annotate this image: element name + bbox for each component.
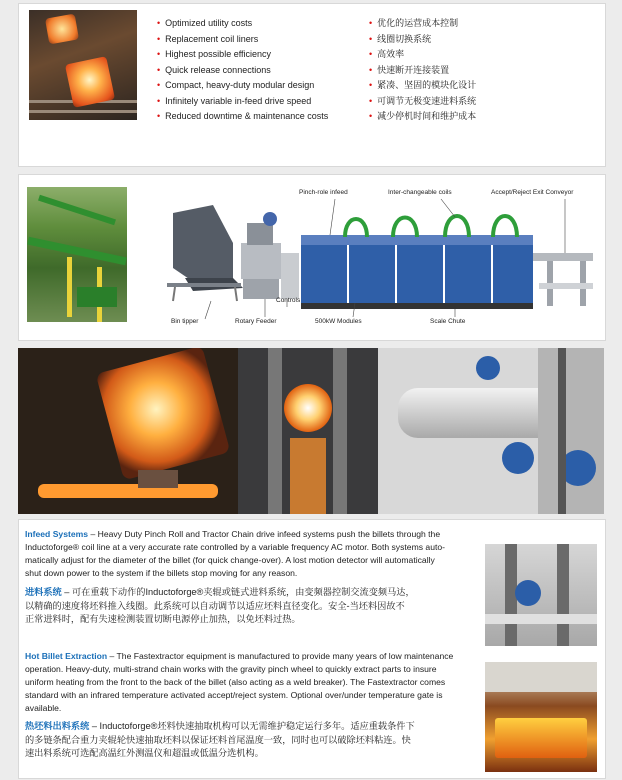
conveyor-rail xyxy=(38,195,116,225)
induction-coils xyxy=(345,216,517,237)
label-modules: 500kW Modules xyxy=(315,318,362,325)
bin-tipper xyxy=(167,205,243,301)
hot-billet-photo xyxy=(29,10,137,120)
bullet-icon: • xyxy=(157,33,161,44)
heater-modules xyxy=(301,235,533,309)
list-item: • 优化的运营成本控制 xyxy=(369,18,459,28)
bullet-icon: • xyxy=(369,49,373,59)
photo-collage xyxy=(18,348,604,514)
chain-track xyxy=(290,438,326,514)
gripper xyxy=(138,470,178,488)
description-panel xyxy=(18,519,606,779)
induction-heater-diagram xyxy=(155,183,601,333)
factory-line-photo xyxy=(27,187,127,322)
list-item: • Highest possible efficiency xyxy=(157,49,272,59)
label-controls: Controls xyxy=(276,297,301,304)
list-item: • Infinitely variable in-feed drive speed xyxy=(157,95,312,106)
list-item: • Replacement coil liners xyxy=(157,33,259,44)
label-coils: Inter-changeable coils xyxy=(388,189,452,196)
list-item: • Quick release connections xyxy=(157,64,271,75)
list-item: • 紧凑、坚固的模块化设计 xyxy=(369,80,477,90)
extraction-heading: Hot Billet Extraction xyxy=(25,651,108,661)
infeed-section-en: Infeed Systems – Heavy Duty Pinch Roll and Tractor Chain drive infeed systems push the billets through the Inductoforge® coil line at a very accurate rate controlled by a variable frequency AC motor. Both systems auto- matically adjust for the diameter of the billet (for quick change-over). A lost motion detector will automatically shut down power to the system if the billets stop moving for any reason. xyxy=(25,529,445,578)
list-item: • 可调节无极变速进料系统 xyxy=(369,95,477,106)
benefits-list-en xyxy=(157,16,328,125)
label-pinch-roll: Pinch-role infeed xyxy=(299,189,348,196)
hot-billet xyxy=(45,14,79,45)
bullet-icon: • xyxy=(157,95,161,106)
list-item: • Compact, heavy-duty modular design xyxy=(157,80,315,90)
rotary-feeder xyxy=(241,212,281,299)
bullet-icon: • xyxy=(369,111,373,121)
system-diagram-panel xyxy=(18,174,606,341)
label-rotary-feeder: Rotary Feeder xyxy=(235,318,277,325)
infeed-chain-photo xyxy=(485,544,597,646)
bullet-icon: • xyxy=(157,18,161,28)
hot-bar xyxy=(38,484,218,498)
infeed-section-cn: 进料系统 – 可在重载下动作的Inductoforge®夹辊或链式进料系统，由变频器控制交流变频马达， 以精确的速度将坯料推入线圈。此系统可以自动调节以适应坯料直径变化。安全-当坯料因故不 正常进料时，配有失速检测装置切断电源停止加热，以免坯料过热。 xyxy=(25,587,415,624)
machine-frame xyxy=(77,287,117,307)
process-photo-strip xyxy=(18,348,604,514)
rail xyxy=(29,110,137,113)
bullet-icon: • xyxy=(157,111,161,121)
bullet-icon: • xyxy=(157,64,161,75)
safety-rail xyxy=(67,257,72,317)
bullet-icon: • xyxy=(157,49,161,59)
list-item: • 线圈切换系统 xyxy=(369,33,432,44)
benefits-list-cn xyxy=(369,16,476,125)
bullet-icon: • xyxy=(369,18,373,28)
roller-blue xyxy=(476,356,500,380)
benefits-panel xyxy=(18,3,606,167)
extraction-section-cn: 热坯料出料系统 – Inductoforge®坯料快速抽取机构可以无需维护稳定运行多年。适应重载条件下 的多链条配合重力夹辊轮快速抽取坯料以保证坯料首尾温度一致，同时也可以破除坯料粘连。快 速出料系统可选配高温红外测温仪和超温或低温分选机构。 xyxy=(25,721,415,758)
bullet-icon: • xyxy=(369,80,373,90)
bullet-icon: • xyxy=(369,33,373,44)
list-item: • Reduced downtime & maintenance costs xyxy=(157,111,329,121)
conveyor-rail xyxy=(27,237,126,266)
extraction-section-en: Hot Billet Extraction – The Fastextractor equipment is manufactured to provide many years of low maintenance operation. Heavy-duty, multi-strand chain works with the gravity pinch wheel to quickly extract parts to insure uniform heating from the front to the back of the billet (also acting as a weld breaker). The Fastextractor comes standard with an infrared temperature activated accept/reject system. Optional over/under temperature gate is available. xyxy=(25,651,454,713)
hot-billet xyxy=(65,56,115,108)
control-cabinet xyxy=(281,253,299,299)
roller-blue xyxy=(502,442,534,474)
infeed-heading-cn: 进料系统 xyxy=(25,587,62,597)
bullet-icon: • xyxy=(157,80,161,90)
list-item: • 减少停机时间和维护成本 xyxy=(369,111,477,121)
label-scale-chute: Scale Chute xyxy=(430,318,466,325)
infeed-heading: Infeed Systems xyxy=(25,529,89,539)
list-item: • Optimized utility costs xyxy=(157,18,253,28)
exit-conveyor xyxy=(533,253,593,306)
hot-billet-end xyxy=(284,384,332,432)
extraction-photo xyxy=(485,662,597,772)
label-conveyor: Accept/Reject Exit Conveyor xyxy=(491,189,574,196)
list-item: • 高效率 xyxy=(369,49,405,59)
label-bin-tipper: Bin tipper xyxy=(171,318,199,325)
bullet-icon: • xyxy=(369,64,373,75)
bullet-icon: • xyxy=(369,95,373,106)
extraction-heading-cn: 热坯料出料系统 xyxy=(25,721,90,731)
list-item: • 快速断开连接装置 xyxy=(369,64,450,75)
